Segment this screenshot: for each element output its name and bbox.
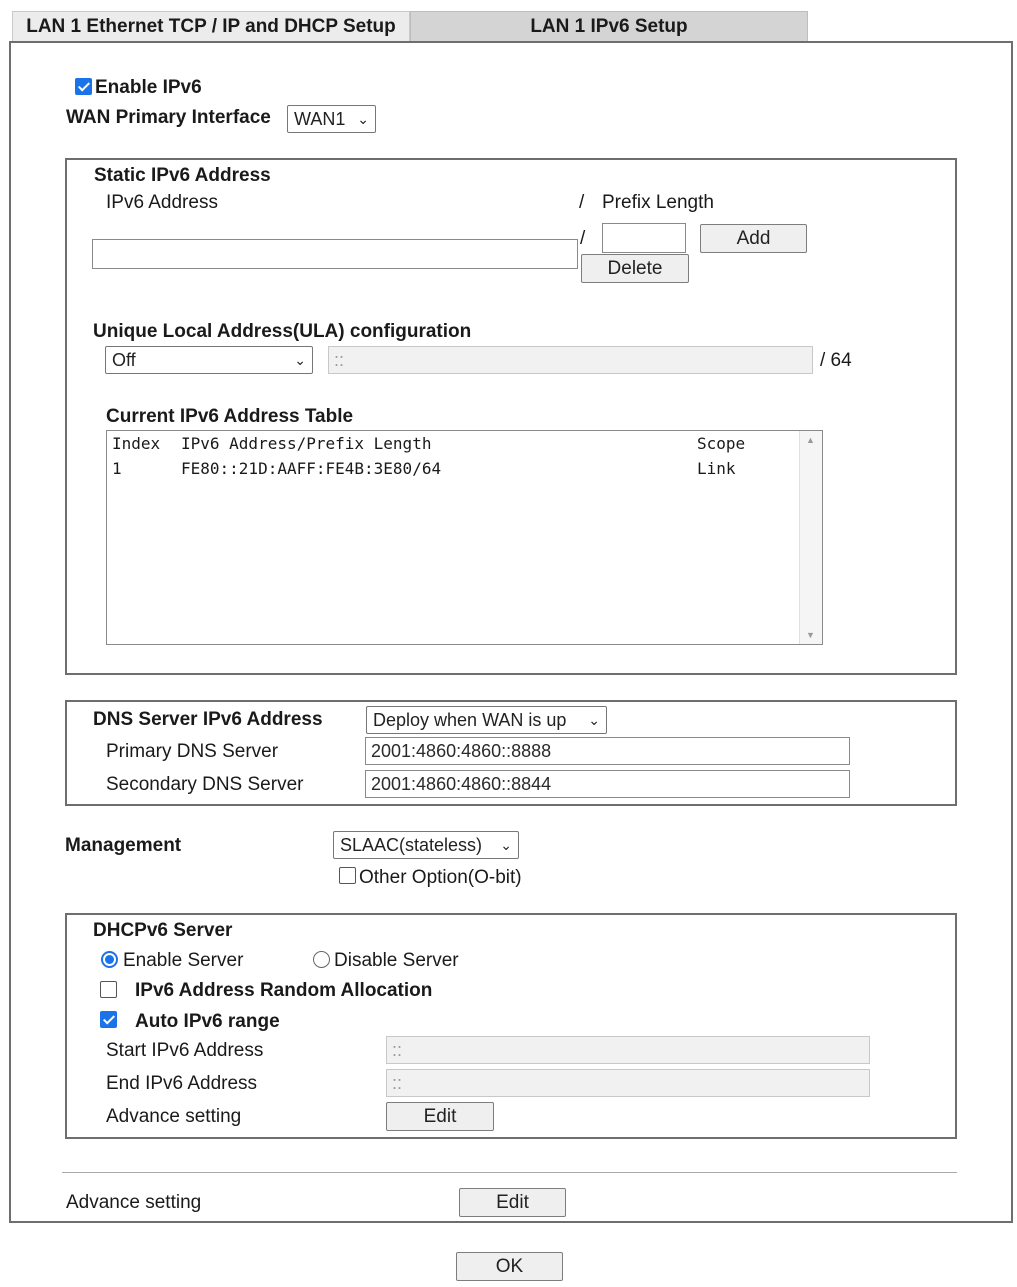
- primary-dns-label: Primary DNS Server: [106, 741, 279, 762]
- dns-mode-value: Deploy when WAN is up: [373, 710, 567, 730]
- management-select[interactable]: [333, 831, 519, 859]
- disable-server-label: Disable Server: [334, 950, 459, 971]
- table-header-scope: Scope: [697, 434, 746, 453]
- ula-title: Unique Local Address(ULA) configuration: [93, 321, 472, 342]
- ula-mode-value: Off: [112, 350, 136, 370]
- other-option-checkbox[interactable]: [339, 867, 356, 884]
- table-cell-index: 1: [112, 459, 122, 478]
- add-button[interactable]: Add: [700, 224, 807, 253]
- scroll-down-icon[interactable]: ▼: [806, 630, 815, 640]
- delete-button[interactable]: Delete: [581, 254, 689, 283]
- ok-button[interactable]: OK: [456, 1252, 563, 1281]
- management-value: SLAAC(stateless): [340, 835, 483, 855]
- dhcpv6-advance-label: Advance setting: [106, 1106, 242, 1127]
- start-ipv6-input[interactable]: ::: [386, 1036, 870, 1064]
- enable-server-label: Enable Server: [123, 950, 244, 971]
- chevron-down-icon: ⌄: [357, 111, 369, 127]
- tab-lan1-ethernet-tcpip-dhcp[interactable]: LAN 1 Ethernet TCP / IP and DHCP Setup: [12, 11, 410, 41]
- start-ipv6-label: Start IPv6 Address: [106, 1040, 264, 1061]
- advance-setting-label: Advance setting: [66, 1192, 202, 1213]
- dns-mode-select[interactable]: [366, 706, 607, 734]
- enable-ipv6-label: Enable IPv6: [95, 77, 202, 98]
- divider: [62, 1172, 957, 1173]
- prefix-length-label: Prefix Length: [602, 192, 714, 213]
- secondary-dns-label: Secondary DNS Server: [106, 774, 304, 795]
- dns-title: DNS Server IPv6 Address: [93, 709, 323, 730]
- address-table-title: Current IPv6 Address Table: [106, 406, 354, 427]
- dhcpv6-edit-button[interactable]: Edit: [386, 1102, 494, 1131]
- wan-primary-interface-select[interactable]: [287, 105, 376, 133]
- ula-mode-select[interactable]: [105, 346, 313, 374]
- disable-server-radio[interactable]: [313, 951, 330, 968]
- prefix-slash: /: [579, 192, 585, 213]
- address-table[interactable]: [106, 430, 823, 645]
- dhcpv6-title: DHCPv6 Server: [93, 920, 233, 941]
- wan-primary-interface-label: WAN Primary Interface: [66, 107, 271, 128]
- random-allocation-label: IPv6 Address Random Allocation: [135, 980, 433, 1001]
- advance-edit-button[interactable]: Edit: [459, 1188, 566, 1217]
- table-header-index: Index: [112, 434, 161, 453]
- primary-dns-input[interactable]: 2001:4860:4860::8888: [365, 737, 850, 765]
- end-ipv6-input[interactable]: ::: [386, 1069, 870, 1097]
- table-header-address: IPv6 Address/Prefix Length: [181, 434, 432, 453]
- management-label: Management: [65, 835, 182, 856]
- chevron-down-icon: ⌄: [294, 352, 306, 368]
- ipv6-address-label: IPv6 Address: [106, 192, 218, 213]
- table-cell-address: FE80::21D:AAFF:FE4B:3E80/64: [181, 459, 442, 478]
- prefix-slash-2: /: [580, 228, 586, 249]
- scroll-up-icon[interactable]: ▲: [806, 435, 815, 445]
- prefix-length-input[interactable]: [602, 223, 686, 253]
- tab-lan1-ipv6-setup[interactable]: LAN 1 IPv6 Setup: [410, 11, 808, 41]
- enable-server-radio[interactable]: [101, 951, 118, 968]
- secondary-dns-input[interactable]: 2001:4860:4860::8844: [365, 770, 850, 798]
- static-ipv6-title: Static IPv6 Address: [94, 165, 271, 186]
- random-allocation-checkbox[interactable]: [100, 981, 117, 998]
- chevron-down-icon: ⌄: [588, 712, 600, 728]
- other-option-label: Other Option(O-bit): [359, 867, 522, 888]
- auto-ipv6-range-label: Auto IPv6 range: [135, 1011, 280, 1032]
- chevron-down-icon: ⌄: [500, 837, 512, 853]
- wan-primary-interface-value: WAN1: [294, 109, 346, 129]
- table-scrollbar[interactable]: [799, 431, 822, 644]
- ula-prefix-suffix: / 64: [820, 350, 852, 371]
- table-cell-scope: Link: [697, 459, 736, 478]
- ula-prefix-input[interactable]: ::: [328, 346, 813, 374]
- end-ipv6-label: End IPv6 Address: [106, 1073, 258, 1094]
- enable-ipv6-checkbox[interactable]: [75, 78, 92, 95]
- auto-ipv6-range-checkbox[interactable]: [100, 1011, 117, 1028]
- ipv6-address-input[interactable]: [92, 239, 578, 269]
